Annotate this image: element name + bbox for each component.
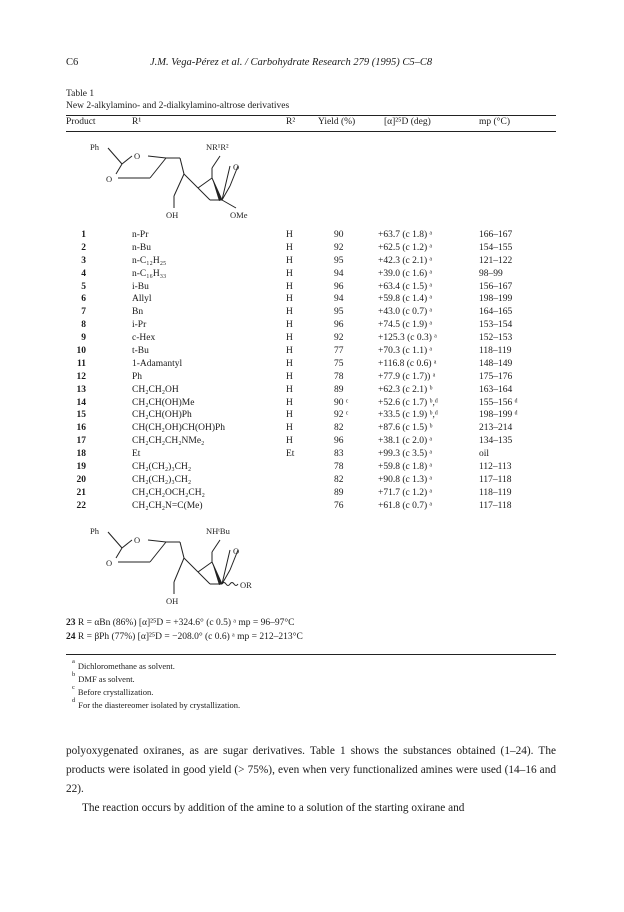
table-row: 6 Allyl H 94 +59.8 (c 1.4) ᵃ 198–199 <box>81 294 513 305</box>
table-row: 15 CH₂CH(OH)Ph H 92 ᶜ +33.5 (c 1.9) ᵇ,ᵈ 198–199 ᵈ <box>76 410 518 421</box>
compound-24-line <box>66 632 303 645</box>
footnote: $^b$ DMF as solvent. <box>72 671 135 684</box>
table-row: 21 CH₂CH₂OCH₂CH₂ 89 +71.7 (c 1.2) ᵃ 118–119 <box>76 487 512 498</box>
table-row: 19 CH₂(CH₂)₃CH₂ 78 +59.8 (c 1.8) ᵃ 112–113 <box>76 462 512 473</box>
table-row: 1 n-Pr H 90 +63.7 (c 1.8) ᵃ 166–167 <box>81 230 513 240</box>
table-row: 22 CH₂CH₂N=C(Me) 76 +61.8 (c 0.7) ᵃ 117–118 <box>76 500 512 511</box>
body-text <box>66 742 556 818</box>
structure-a <box>88 138 278 224</box>
label-o-epoxide-a: O <box>233 162 240 172</box>
compound-23-line <box>66 618 295 631</box>
table-row: 10 t-Bu H 77 +70.3 (c 1.1) ᵃ 118–119 <box>76 346 512 357</box>
footnote: $^a$ Dichloromethane as solvent. <box>72 658 175 671</box>
table-row: 18 Et Et 83 +99.3 (c 3.5) ᵃ oil <box>76 449 490 460</box>
label-ph-b: Ph <box>90 526 99 536</box>
table-row: 20 CH₂(CH₂)₃CH₂ 82 +90.8 (c 1.3) ᵃ 117–118 <box>76 474 512 485</box>
running-header <box>66 57 558 71</box>
table-row: 4 n-C₁₆H₃₃ H 94 +39.0 (c 1.6) ᵃ 98–99 <box>81 268 503 279</box>
table-row: 16 CH(CH₂OH)CH(OH)Ph H 82 +87.6 (c 1.5) ᵇ 213–214 <box>76 423 513 434</box>
compound-number: 23 <box>66 618 76 628</box>
table-row: 7 Bn H 95 +43.0 (c 0.7) ᵃ 164–165 <box>81 307 513 318</box>
running-head: J.M. Vega-Pérez et al. / Carbohydrate Research 279 (1995) C5–C8 <box>150 57 433 68</box>
table-number: Table 1 <box>66 89 95 99</box>
label-o-left-b: O <box>106 558 113 568</box>
label-o-ring-a: O <box>134 151 141 161</box>
footnote: $^d$ For the diastereomer isolated by crystallization. <box>72 697 241 710</box>
compound-number: 24 <box>66 632 76 642</box>
paragraph: The reaction occurs by addition of the amine to a solution of the starting oxirane and <box>82 802 465 814</box>
col-product: Product <box>66 117 96 127</box>
label-o-epoxide-b: O <box>233 546 240 556</box>
col-r1: R¹ <box>132 117 142 127</box>
table-row: 17 CH₂CH₂CH₂NMe₂ H 96 +38.1 (c 2.0) ᵃ 134–135 <box>76 436 513 447</box>
table-row: 12 Ph H 78 +77.9 (c 1.7)) ᵃ 175–176 <box>76 371 513 382</box>
label-oh-b: OH <box>166 596 179 606</box>
table-row: 13 CH₂CH₂OH H 89 +62.3 (c 2.1) ᵇ 163–164 <box>76 384 513 395</box>
label-o-left-a: O <box>106 174 113 184</box>
table-body <box>66 230 556 514</box>
col-mp: mp (°C) <box>479 117 510 127</box>
col-rotation: [α]²⁵D (deg) <box>384 117 431 127</box>
structure-b <box>88 522 278 610</box>
page-label: C6 <box>66 57 79 68</box>
table-header-rule <box>66 131 556 132</box>
col-yield: Yield (%) <box>318 117 356 127</box>
table-row: 2 n-Bu H 92 +62.5 (c 1.2) ᵃ 154–155 <box>81 242 513 253</box>
table-row: 5 i-Bu H 96 +63.4 (c 1.5) ᵃ 156–167 <box>81 281 513 292</box>
label-ome-a: OMe <box>230 210 248 220</box>
compound-data: R = αBn (86%) [α]²⁵D = +324.6° (c 0.5) ᵃ mp = 96–97°C <box>77 618 295 628</box>
structure-b-drawing <box>88 522 278 610</box>
table-row: 9 c-Hex H 92 +125.3 (c 0.3) ᵃ 152–153 <box>81 333 513 344</box>
table-title: New 2-alkylamino- and 2-dialkylamino-altrose derivatives <box>66 101 290 111</box>
compound-data: R = βPh (77%) [α]²⁵D = −208.0° (c 0.6) ᵃ mp = 212–213°C <box>77 632 303 642</box>
table-column-headers <box>66 117 556 131</box>
footnote: $^c$ Before crystallization. <box>72 684 154 697</box>
structure-a-drawing <box>88 138 278 224</box>
label-o-ring-b: O <box>134 535 141 545</box>
paragraph: polyoxygenated oxiranes, as are sugar derivatives. Table 1 shows the substances obtained (1–24). The products were isolated in good yield (> 75%), even when very functionalized amines were used (14–16 and 22). <box>66 745 556 795</box>
table-top-rule <box>66 115 556 116</box>
table-bottom-rule <box>66 654 556 655</box>
col-r2: R² <box>286 117 296 127</box>
table-row: 8 i-Pr H 96 +74.5 (c 1.9) ᵃ 153–154 <box>81 320 513 331</box>
table-caption <box>66 88 289 112</box>
label-nr-a: NR¹R² <box>206 142 229 152</box>
table-row: 14 CH₂CH(OH)Me H 90 ᶜ +52.6 (c 1.7) ᵇ,ᵈ 155–156 ᵈ <box>76 397 518 408</box>
label-or-b: OR <box>240 580 252 590</box>
label-oh-a: OH <box>166 210 179 220</box>
table-row: 11 1-Adamantyl H 75 +116.8 (c 0.6) ᵃ 148–149 <box>77 358 513 369</box>
label-ph-a: Ph <box>90 142 99 152</box>
table-row: 3 n-C₁₂H₂₅ H 95 +42.3 (c 2.1) ᵃ 121–122 <box>81 255 513 266</box>
label-nh-b: NHᵗBu <box>206 526 230 536</box>
